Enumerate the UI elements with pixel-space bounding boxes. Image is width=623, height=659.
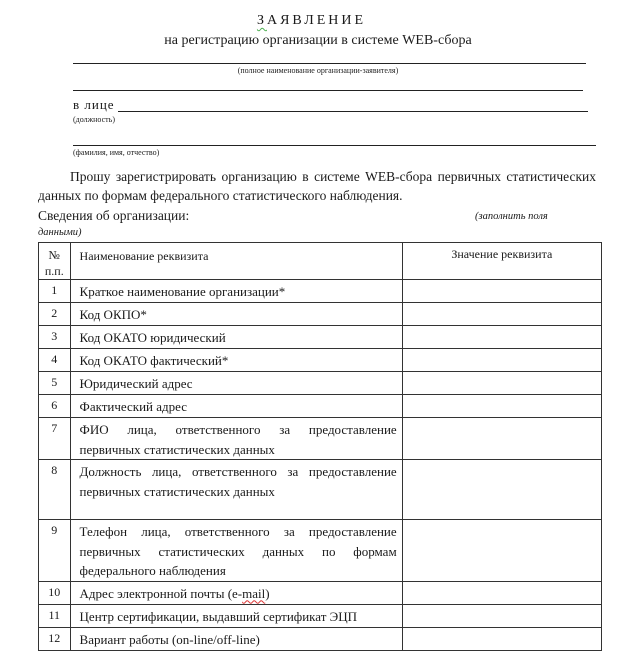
- in-person-label: в лице: [73, 97, 115, 112]
- org-name-line-2[interactable]: [73, 90, 583, 91]
- row-name: Фактический адрес: [70, 395, 402, 418]
- row-name: Краткое наименование организации*: [70, 280, 402, 303]
- fullname-caption: (фамилия, имя, отчество): [73, 148, 160, 157]
- row-value-cell[interactable]: [402, 604, 601, 627]
- row-name-prefix: Адрес электронной почты (e-: [79, 585, 243, 601]
- row-name: Код ОКПО*: [70, 303, 402, 326]
- request-paragraph: [38, 167, 596, 205]
- header-requisite-value: Значение реквизита: [402, 243, 601, 280]
- org-name-caption: (полное наименование организации-заявителя): [237, 66, 399, 75]
- document-subtitle: на регистрацию организации в системе WEB-сбора: [164, 33, 472, 48]
- row-number: 8: [39, 460, 71, 520]
- row-name: Телефон лица, ответственного за предоставление первичных статистических данных по формам федерального наблюдения: [70, 520, 402, 582]
- row-name: Код ОКАТО юридический: [70, 326, 402, 349]
- row-number: 6: [39, 395, 71, 418]
- row-value-cell[interactable]: [402, 627, 601, 650]
- row-value-cell[interactable]: [402, 520, 601, 582]
- fullname-line[interactable]: [73, 145, 596, 146]
- row-number: 3: [39, 326, 71, 349]
- table-row: [39, 418, 602, 460]
- header-requisite-name: Наименование реквизита: [70, 243, 402, 280]
- table-row: [39, 604, 602, 627]
- table-row: [39, 303, 602, 326]
- row-value-cell[interactable]: [402, 303, 601, 326]
- row-value-cell[interactable]: [402, 395, 601, 418]
- row-name: Центр сертификации, выдавший сертификат ЭЦП: [70, 604, 402, 627]
- header-number-line1: №: [48, 248, 60, 262]
- org-name-line[interactable]: [73, 63, 586, 64]
- row-number: 7: [39, 418, 71, 460]
- table-row: [39, 326, 602, 349]
- row-value-cell[interactable]: [402, 460, 601, 520]
- position-line[interactable]: [118, 111, 588, 112]
- row-name: Вариант работы (on-line/off-line): [70, 627, 402, 650]
- table-row: [39, 372, 602, 395]
- table-row: [39, 349, 602, 372]
- org-info-label: Сведения об организации:: [38, 208, 190, 223]
- row-value-cell[interactable]: [402, 372, 601, 395]
- fill-note: (заполнить поля: [475, 211, 548, 222]
- title-first-letter: З: [256, 13, 267, 28]
- row-number: 9: [39, 520, 71, 582]
- fill-note-continued: данными): [38, 227, 82, 238]
- row-name: [70, 581, 402, 604]
- table-row: [39, 581, 602, 604]
- row-value-cell[interactable]: [402, 349, 601, 372]
- table-header-row: [39, 243, 602, 280]
- table-row: [39, 395, 602, 418]
- document-title: [0, 13, 623, 29]
- table-row: [39, 627, 602, 650]
- row-name-suffix: ): [265, 585, 270, 601]
- table-row: [39, 280, 602, 303]
- row-number: 11: [39, 604, 71, 627]
- row-value-cell[interactable]: [402, 418, 601, 460]
- table-row: [39, 460, 602, 520]
- row-value-cell[interactable]: [402, 326, 601, 349]
- row-number: 12: [39, 627, 71, 650]
- row-value-cell[interactable]: [402, 581, 601, 604]
- spellcheck-word: mail: [242, 585, 266, 601]
- row-number: 2: [39, 303, 71, 326]
- row-value-cell[interactable]: [402, 280, 601, 303]
- row-number: 10: [39, 581, 71, 604]
- row-name: Должность лица, ответственного за предоставление первичных статистических данных: [70, 460, 402, 520]
- table-row: [39, 520, 602, 582]
- row-number: 4: [39, 349, 71, 372]
- row-name: Юридический адрес: [70, 372, 402, 395]
- row-name: ФИО лица, ответственного за предоставление первичных статистических данных: [70, 418, 402, 460]
- row-number: 1: [39, 280, 71, 303]
- row-number: 5: [39, 372, 71, 395]
- header-number-line2: п.п.: [44, 264, 64, 278]
- requisites-table: [38, 242, 602, 651]
- request-paragraph-text: Прошу зарегистрировать организацию в системе WEB-сбора первичных статистических данных по формам федерального статистического наблюдения.: [38, 169, 596, 203]
- title-rest: АЯВЛЕНИЕ: [266, 13, 367, 28]
- header-number: [39, 243, 71, 280]
- position-caption: (должность): [73, 115, 115, 124]
- row-name: Код ОКАТО фактический*: [70, 349, 402, 372]
